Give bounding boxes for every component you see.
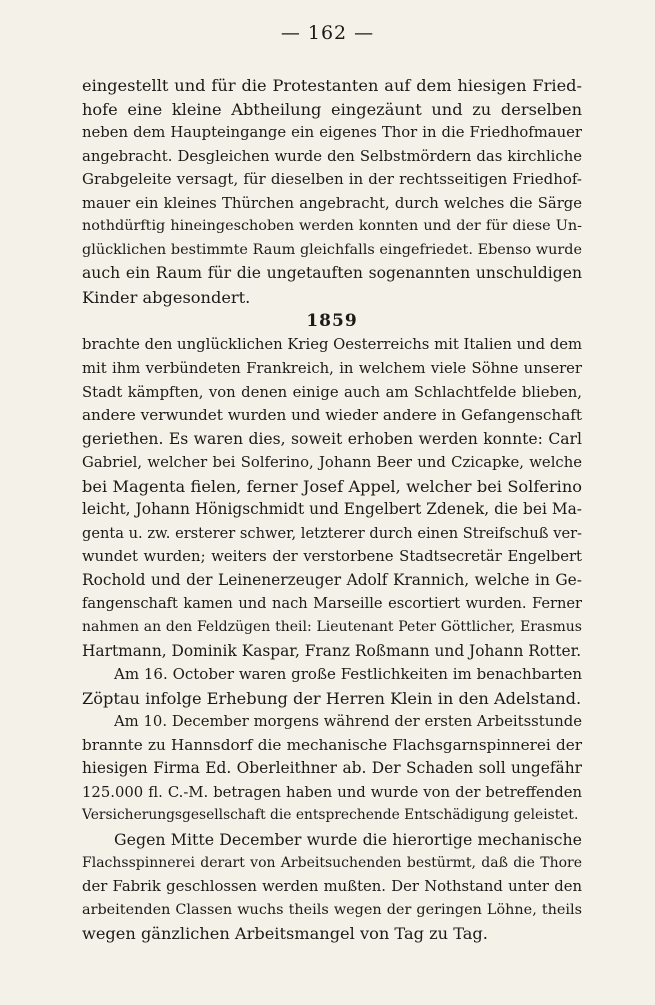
text-line: glücklichen bestimmte Raum gleichfalls eingefriedet. Ebenso wurde	[82, 241, 582, 258]
text-line: brachte den unglücklichen Krieg Oesterreichs mit Italien und dem	[82, 336, 583, 354]
text-line: Zöptau infolge Erhebung der Herren Klein in den Adelstand.	[82, 688, 582, 708]
text-line: Gegen Mitte December wurde die hierortige mechanische	[114, 829, 582, 849]
page-body	[82, 74, 582, 946]
text-line: auch ein Raum für die ungetauften sogenannten unschuldigen	[82, 264, 582, 283]
text-line: geriethen. Es waren dies, soweit erhoben werden konnte: Carl	[82, 429, 582, 448]
text-line: genta u. zw. ersterer schwer, letzterer durch einen Streifschuß ver-	[82, 524, 582, 542]
text-line: mit ihm verbündeten Frankreich, in welchem viele Söhne unserer	[82, 360, 582, 378]
text-line: arbeitenden Classen wuchs theils wegen der geringen Löhne, theils	[82, 901, 582, 918]
text-line: der Fabrik geschlossen werden mußten. Der Nothstand unter den	[82, 878, 582, 896]
text-line: Am 16. October waren große Festlichkeiten im benachbarten	[114, 665, 582, 684]
text-line: Grabgeleite versagt, für dieselben in der rechtsseitigen Friedhof-	[82, 170, 582, 189]
text-line: andere verwundet wurden und wieder andere in Gefangenschaft	[82, 406, 582, 425]
text-line: Gabriel, welcher bei Solferino, Johann Beer und Czicapke, welche	[82, 454, 582, 472]
text-line: Hartmann, Dominik Kaspar, Franz Roßmann und Johann Rotter.	[82, 641, 582, 660]
text-line: Versicherungsgesellschaft die entsprechende Entschädigung geleistet.	[82, 807, 579, 824]
text-line: Stadt kämpften, von denen einige auch am Schlachtfelde blieben,	[82, 383, 582, 401]
text-line: wegen gänzlichen Arbeitsmangel von Tag zu Tag.	[82, 924, 488, 944]
year-heading: 1859	[306, 311, 358, 332]
text-line: bei Magenta fielen, ferner Josef Appel, welcher bei Solferino	[82, 476, 582, 496]
text-line: brannte zu Hannsdorf die mechanische Flachsgarnspinnerei der	[82, 735, 582, 754]
text-line: Flachsspinnerei derart von Arbeitsuchenden bestürmt, daß die Thore	[82, 854, 582, 871]
text-line: hiesigen Firma Ed. Oberleithner ab. Der Schaden soll ungefähr	[82, 759, 582, 778]
text-line: 125.000 fl. C.-M. betragen haben und wurde von der betreffenden	[82, 783, 582, 801]
text-line: nahmen an den Feldzügen theil: Lieutenant Peter Göttlicher, Erasmus	[82, 619, 582, 636]
page-number: — 162 —	[280, 22, 375, 44]
text-line: neben dem Haupteingange ein eigenes Thor in die Friedhofmauer	[82, 124, 582, 142]
text-line: leicht, Johann Hönigschmidt und Engelbert Zdenek, die bei Ma-	[82, 500, 582, 519]
text-line: fangenschaft kamen und nach Marseille escortiert wurden. Ferner	[82, 595, 582, 613]
text-line: Kinder abgesondert.	[82, 287, 251, 307]
text-line: angebracht. Desgleichen wurde den Selbstmördern das kirchliche	[82, 147, 582, 165]
text-line: mauer ein kleines Thürchen angebracht, durch welches die Särge	[82, 194, 582, 212]
text-line: wundet wurden; weiters der verstorbene Stadtsecretär Engelbert	[82, 548, 582, 566]
text-line: Rochold und der Leinenerzeuger Adolf Krannich, welche in Ge-	[82, 570, 582, 589]
text-line: hofe eine kleine Abtheilung eingezäunt und zu derselben	[82, 99, 582, 119]
text-line: nothdürftig hineingeschoben werden konnten und der für diese Un-	[82, 218, 582, 235]
text-line: Am 10. December morgens während der ersten Arbeitsstunde	[114, 713, 582, 731]
text-line: eingestellt und für die Protestanten auf dem hiesigen Fried-	[82, 76, 582, 95]
